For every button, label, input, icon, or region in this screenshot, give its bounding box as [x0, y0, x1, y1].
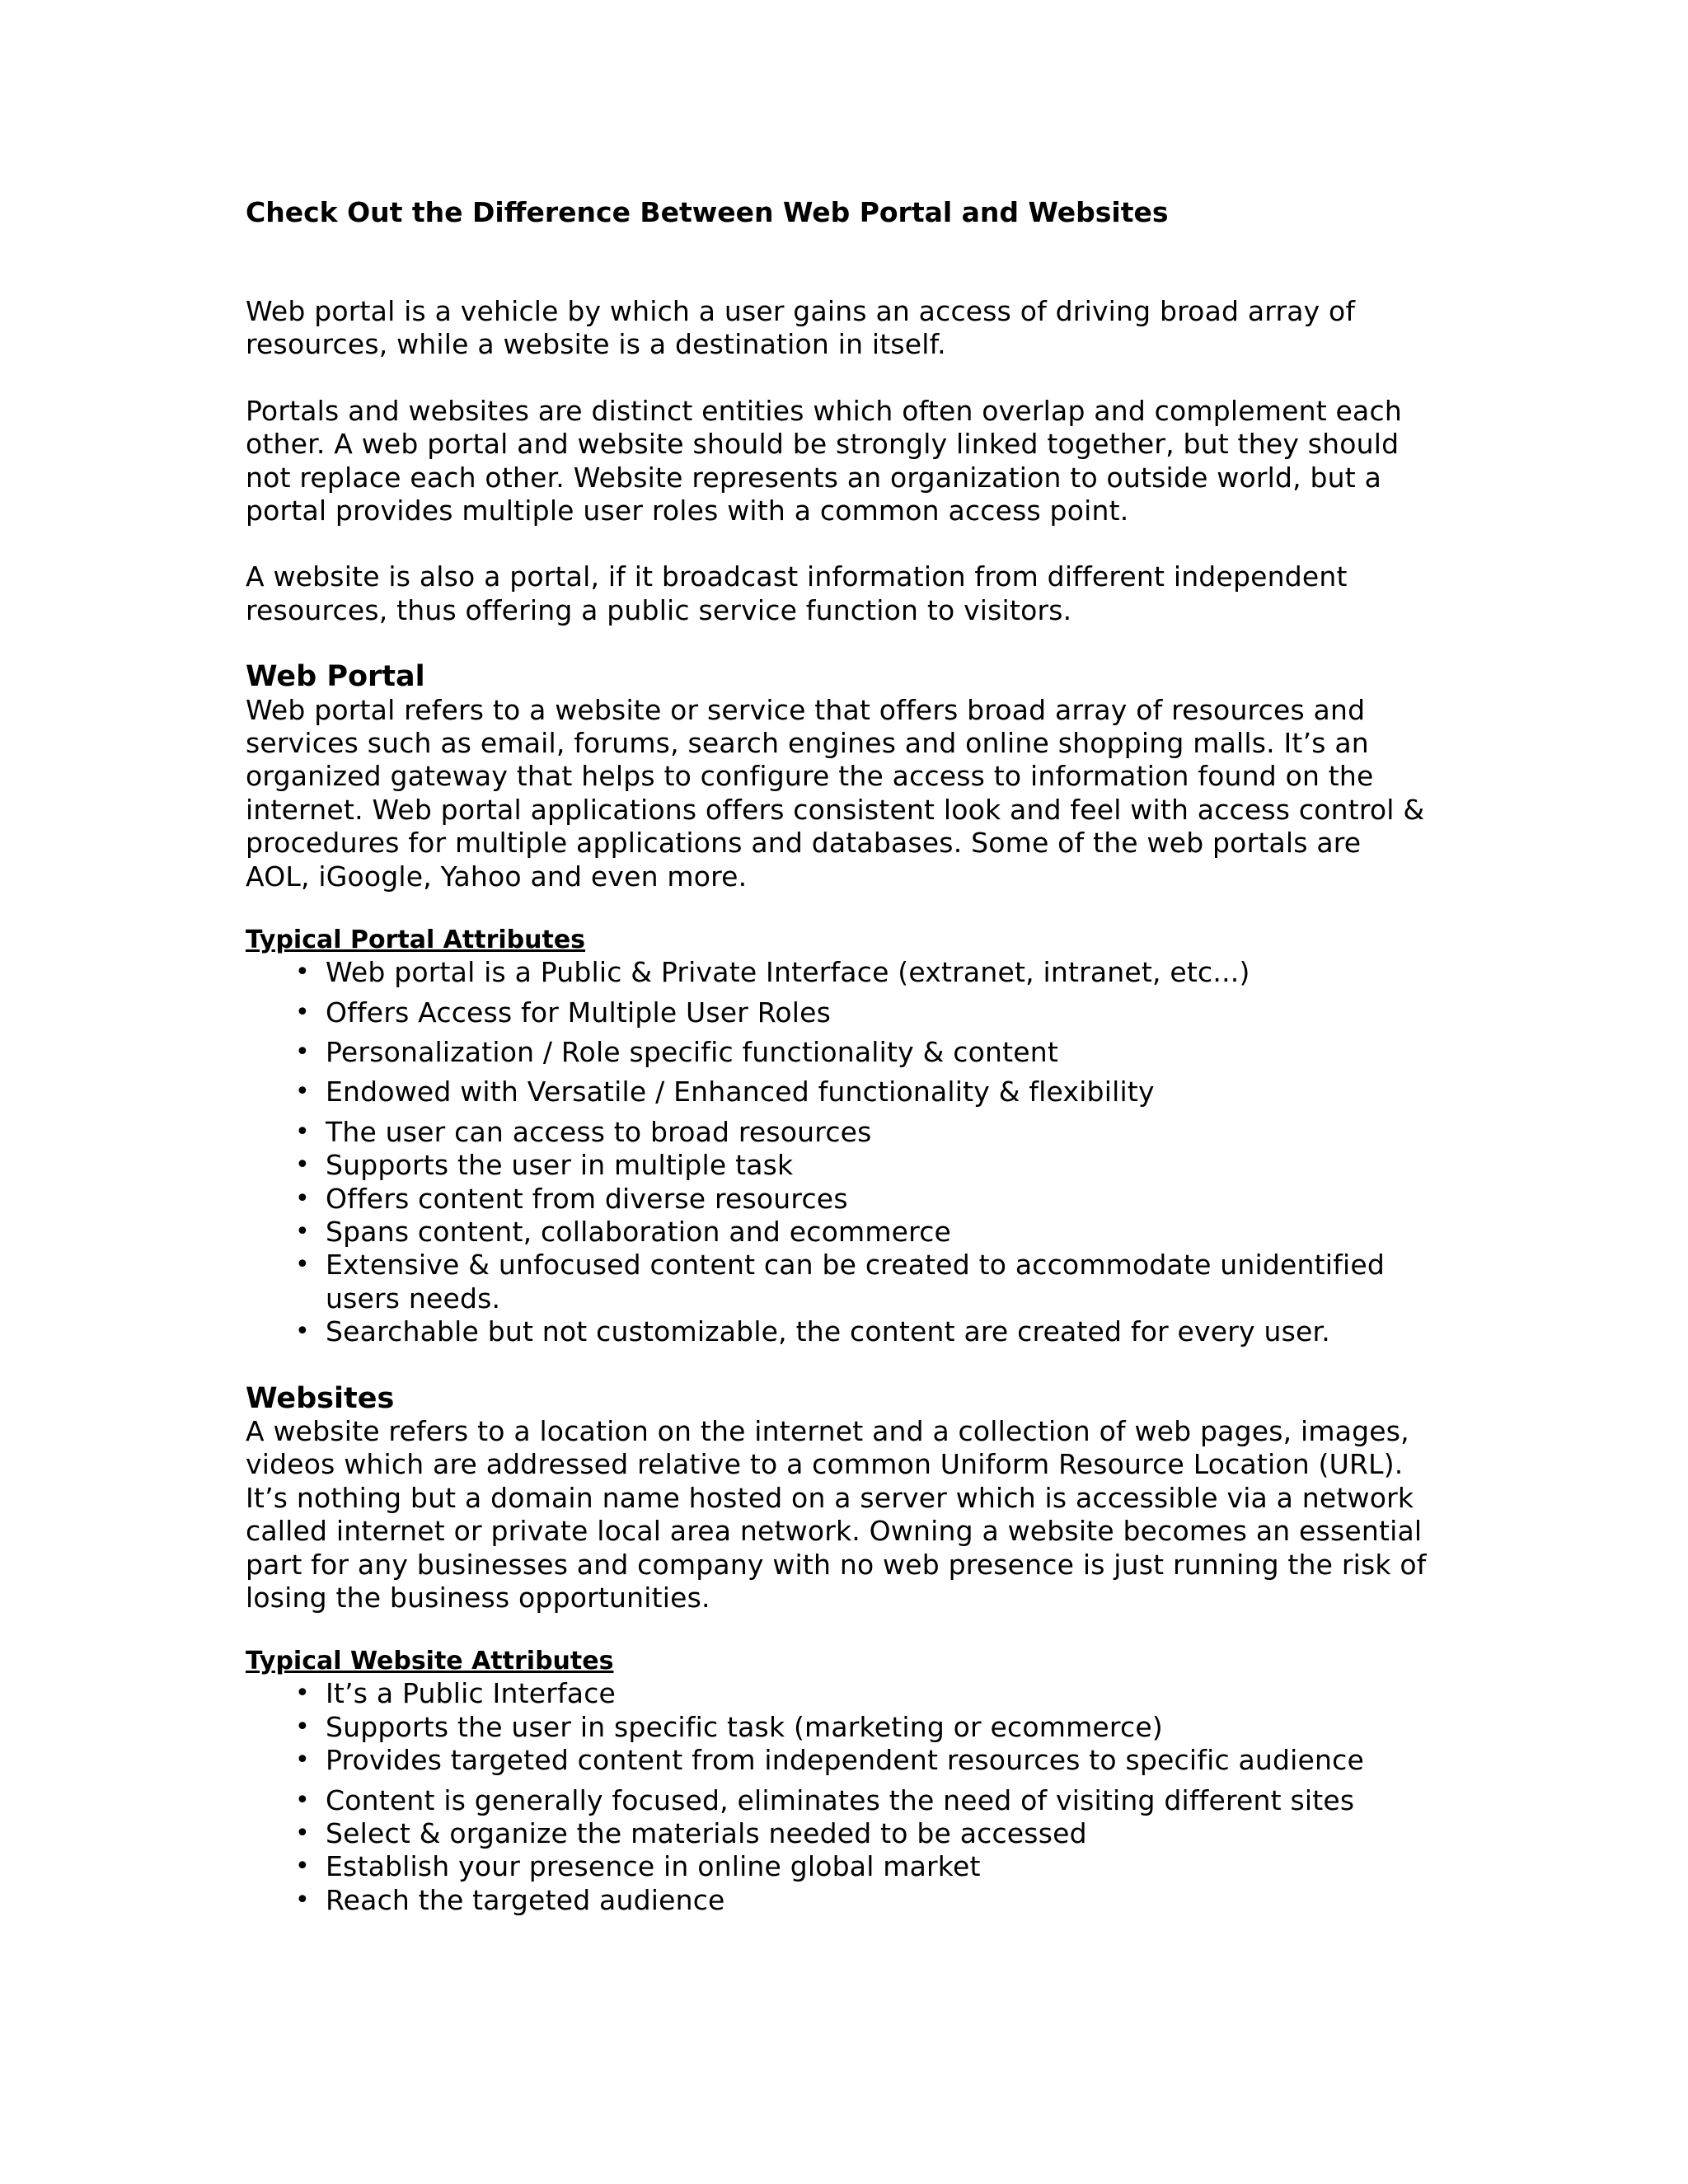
- bullet-icon: •: [295, 1077, 310, 1107]
- list-item-text: Reach the targeted audience: [326, 1883, 725, 1916]
- intro-paragraph-2: Portals and websites are distinct entities which often overlap and complement each other. A web portal and website should be strongly linked together, but they should not replace each other. Website represents an organization to outside world, but a portal provides multiple user roles with a common access point.: [246, 394, 1402, 527]
- bullet-icon: •: [295, 1183, 310, 1213]
- list-item: [295, 1744, 1432, 1777]
- portal-attributes-heading: Typical Portal Attributes: [246, 926, 586, 955]
- bullet-icon: •: [295, 1712, 310, 1741]
- bullet-icon: •: [295, 1679, 310, 1708]
- list-item-text: Select & organize the materials needed to be accessed: [326, 1817, 1087, 1850]
- list-item-text: Personalization / Role specific functionality & content: [326, 1035, 1058, 1068]
- bullet-icon: •: [295, 1885, 310, 1915]
- website-attributes-list: [246, 1677, 1432, 1917]
- list-item: [295, 1215, 1432, 1249]
- intro-paragraph-1: Web portal is a vehicle by which a user gains an access of driving broad array of resources, while a website is a destination in itself.: [246, 295, 1356, 361]
- list-item-text: Content is generally focused, eliminates the need of visiting different sites: [326, 1783, 1355, 1816]
- portal-attributes-list: [246, 956, 1432, 1348]
- list-item: [295, 1076, 1432, 1108]
- bullet-icon: •: [295, 958, 310, 987]
- list-item-text: Endowed with Versatile / Enhanced functionality & flexibility: [326, 1076, 1155, 1108]
- list-item-text: Spans content, collaboration and ecommerce: [326, 1215, 952, 1248]
- list-item-text: Provides targeted content from independent resources to specific audience: [326, 1744, 1364, 1777]
- list-item: [295, 956, 1432, 989]
- list-item-text: Searchable but not customizable, the content are created for every user.: [326, 1315, 1330, 1348]
- bullet-icon: •: [295, 1785, 310, 1815]
- bullet-icon: •: [295, 1852, 310, 1882]
- web-portal-section: [246, 660, 1432, 1348]
- bullet-icon: •: [295, 1216, 310, 1246]
- list-item: [295, 1115, 1432, 1149]
- bullet-icon: •: [295, 1250, 310, 1280]
- list-item: [295, 1315, 1432, 1348]
- list-item-text: Supports the user in specific task (marketing or ecommerce): [326, 1710, 1163, 1743]
- list-item-text: Web portal is a Public & Private Interface (extranet, intranet, etc...): [326, 956, 1250, 989]
- web-portal-description: Web portal refers to a website or service that offers broad array of resources and services such as email, forums, search engines and online shopping malls. It’s an organized gateway that helps to configure the access to information found on the internet. Web portal applications offers consistent look and feel with access control & procedures for multiple applications and databases. Some of the web portals are AOL, iGoogle, Yahoo and even more.: [246, 693, 1425, 893]
- bullet-icon: •: [295, 1746, 310, 1775]
- list-item-text: It’s a Public Interface: [326, 1677, 617, 1710]
- list-item: [295, 1677, 1432, 1710]
- intro-paragraph-3: A website is also a portal, if it broadcast information from different independent resources, thus offering a public service function to visitors.: [246, 560, 1348, 626]
- list-item: [295, 1149, 1432, 1182]
- bullet-icon: •: [295, 1819, 310, 1849]
- list-item: [295, 1783, 1432, 1817]
- list-item: [295, 1850, 1432, 1883]
- list-item-text: The user can access to broad resources: [326, 1115, 872, 1148]
- document-title: Check Out the Difference Between Web Portal and Websites: [246, 196, 1169, 228]
- list-item-text: Establish your presence in online global market: [326, 1850, 981, 1883]
- list-item: [295, 1710, 1432, 1744]
- list-item: [295, 1182, 1432, 1216]
- list-item-text: Supports the user in multiple task: [326, 1149, 794, 1182]
- document-page: [246, 194, 1432, 1917]
- list-item-text: Offers content from diverse resources: [326, 1182, 848, 1215]
- bullet-icon: •: [295, 1037, 310, 1066]
- list-item-text: Extensive & unfocused content can be created to accommodate unidentified users needs.: [326, 1249, 1386, 1315]
- bullet-icon: •: [295, 1317, 310, 1347]
- websites-heading: Websites: [246, 1381, 395, 1415]
- web-portal-heading: Web Portal: [246, 660, 425, 694]
- list-item-text: Offers Access for Multiple User Roles: [326, 996, 832, 1029]
- bullet-icon: •: [295, 997, 310, 1027]
- bullet-icon: •: [295, 1151, 310, 1180]
- list-item: [295, 1249, 1432, 1315]
- list-item: [295, 1883, 1432, 1917]
- list-item: [295, 1817, 1432, 1850]
- website-attributes-heading: Typical Website Attributes: [246, 1647, 614, 1676]
- websites-description: A website refers to a location on the internet and a collection of web pages, images, videos which are addressed relative to a common Uniform Resource Location (URL). It’s nothing but a domain name hosted on a server which is accessible via a network called internet or private local area network. Owning a website becomes an essential part for any businesses and company with no web presence is just running the risk of losing the business opportunities.: [246, 1414, 1427, 1614]
- bullet-icon: •: [295, 1117, 310, 1146]
- list-item: [295, 1035, 1432, 1069]
- list-item: [295, 996, 1432, 1029]
- websites-section: [246, 1382, 1432, 1918]
